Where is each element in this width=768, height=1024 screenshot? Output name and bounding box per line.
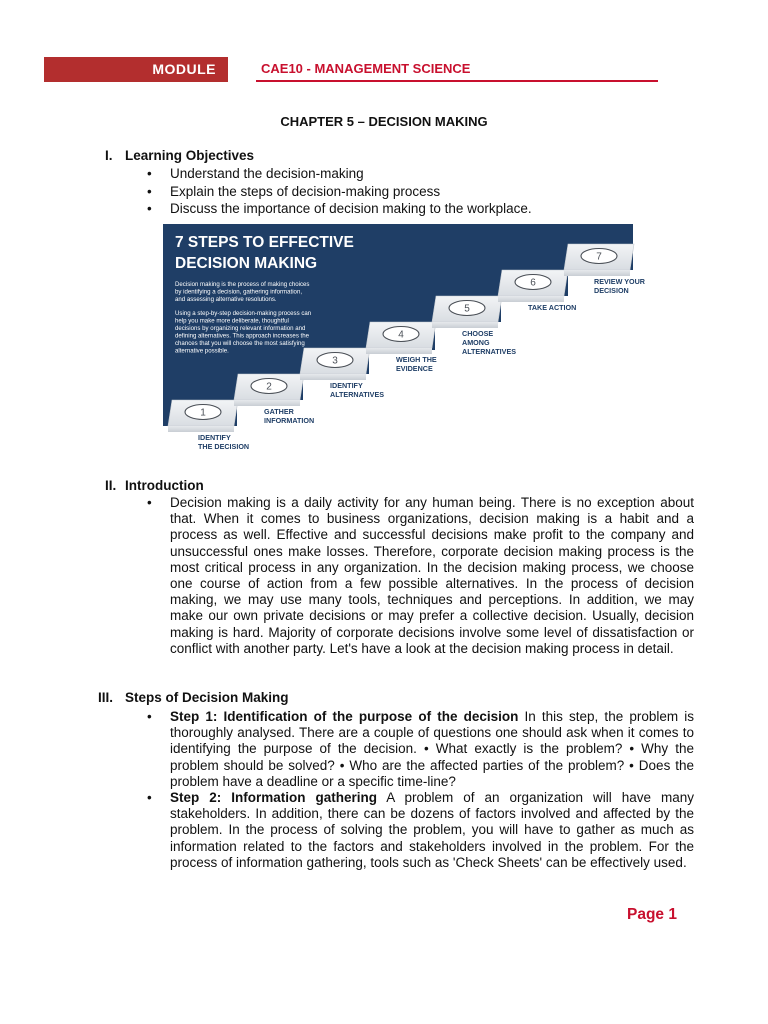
page-number: Page 1	[627, 906, 677, 923]
seven-steps-infographic	[163, 224, 671, 476]
list-item: • Discuss the importance of decision making to the workplace.	[146, 200, 694, 218]
step-riser	[300, 374, 366, 380]
infographic-text: decisions by organizing relevant information and	[175, 325, 306, 332]
step-label: DECISION	[594, 286, 629, 295]
infographic-text: alternative possible.	[175, 347, 229, 355]
header-rule	[256, 80, 658, 82]
section-number: I.	[105, 148, 113, 163]
chapter-title: CHAPTER 5 – DECISION MAKING	[280, 114, 488, 129]
step-number: 7	[596, 251, 602, 263]
step-number: 2	[266, 381, 272, 393]
step-label: IDENTIFY	[330, 381, 363, 390]
infographic-text: help you make more deliberate, thoughtful	[175, 317, 289, 325]
step-label: IDENTIFY	[198, 433, 231, 442]
infographic-text: defining alternatives. This approach increases the	[175, 332, 310, 340]
step-riser	[564, 270, 630, 276]
infographic-text: Decision making is the process of making choices	[175, 281, 310, 288]
step-label: WEIGH THE	[396, 355, 437, 364]
module-label: MODULE	[152, 61, 216, 77]
infographic-text: Using a step-by-step decision-making process can	[175, 310, 312, 317]
step-label: ALTERNATIVES	[330, 390, 385, 399]
step-number: 4	[398, 329, 404, 341]
step-label: REVIEW YOUR	[594, 277, 645, 286]
step-text: In this step, the problem is thoroughly analysed. There are a couple of questions one should ask when it comes to identifying the purpose of the decision. • What exactly is the problem? • Why the problem should be solved? • Who are the affected parties of the problem? • Does the problem have a deadline or a specific time-line?	[170, 709, 694, 789]
section-title: Steps of Decision Making	[125, 690, 289, 705]
infographic-title-line2: DECISION MAKING	[175, 255, 318, 272]
section-heading-objectives	[105, 148, 254, 163]
step-label: AMONG	[462, 338, 490, 347]
section-number: II.	[105, 478, 117, 493]
section-number: III.	[98, 690, 114, 705]
step-label: INFORMATION	[264, 416, 315, 425]
introduction-list	[146, 495, 694, 657]
list-item: • Understand the decision-making	[146, 165, 694, 183]
step-label: TAKE ACTION	[528, 303, 577, 312]
module-banner	[44, 57, 228, 82]
steps-list	[146, 709, 694, 871]
section-title: Learning Objectives	[125, 148, 255, 163]
step-heading: Step 1: Identification of the purpose of the decision	[170, 709, 519, 724]
section-heading-steps	[98, 690, 289, 705]
step-number: 6	[530, 277, 536, 289]
list-item: • Explain the steps of decision-making process	[146, 183, 694, 201]
infographic-title-line1: 7 STEPS TO EFFECTIVE	[175, 234, 354, 251]
course-title: CAE10 - MANAGEMENT SCIENCE	[261, 61, 471, 76]
list-item	[146, 709, 694, 790]
step-riser	[234, 400, 300, 406]
step-label: GATHER	[264, 407, 294, 416]
step-label: THE DECISION	[198, 442, 250, 451]
objectives-list	[146, 165, 694, 218]
section-heading-introduction	[105, 478, 204, 493]
step-number: 5	[464, 303, 470, 315]
step-riser	[168, 426, 234, 432]
infographic-text: by identifying a decision, gathering information,	[175, 288, 303, 296]
infographic-text: chances that you will choose the most satisfying	[175, 340, 305, 347]
section-title: Introduction	[125, 478, 204, 493]
step-riser	[432, 322, 498, 328]
step-riser	[498, 296, 564, 302]
step-number: 3	[332, 355, 338, 367]
step-label: ALTERNATIVES	[462, 347, 517, 356]
step-number: 1	[200, 407, 206, 419]
introduction-paragraph: • Decision making is a daily activity for any human being. There is no exception about that. When it comes to business organizations, decision making is a habit and a process as well. Effective and successful decisions make profit to the company and unsuccessful ones make losses. Therefore, corporate decision making process is the most critical process in any organization. In the decision making process, we choose one course of action from a few possible alternatives. In the process of decision making, we may use many tools, techniques and perceptions. In addition, we may make our own private decisions or may prefer a collective decision. Usually, decision making is hard. Majority of corporate decisions involve some level of dissatisfaction or conflict with another party. Let's have a look at the decision making process in detail.	[146, 495, 694, 657]
step-riser	[366, 348, 432, 354]
step-heading: Step 2: Information gathering	[170, 790, 377, 806]
infographic-text: and assessing alternative resolutions.	[175, 296, 277, 303]
step-text: A problem of an organization will have many stakeholders. In addition, there can be dozens of factors involved and affected by the problem. In the process of solving the problem, you will have to gather as much as information related to the factors and stakeholders involved in the problem. For the process of information gathering, tools such as 'Check Sheets' can be effectively used.	[170, 790, 694, 870]
list-item	[146, 790, 694, 871]
step-label: CHOOSE	[462, 329, 494, 338]
step-label: EVIDENCE	[396, 364, 433, 373]
